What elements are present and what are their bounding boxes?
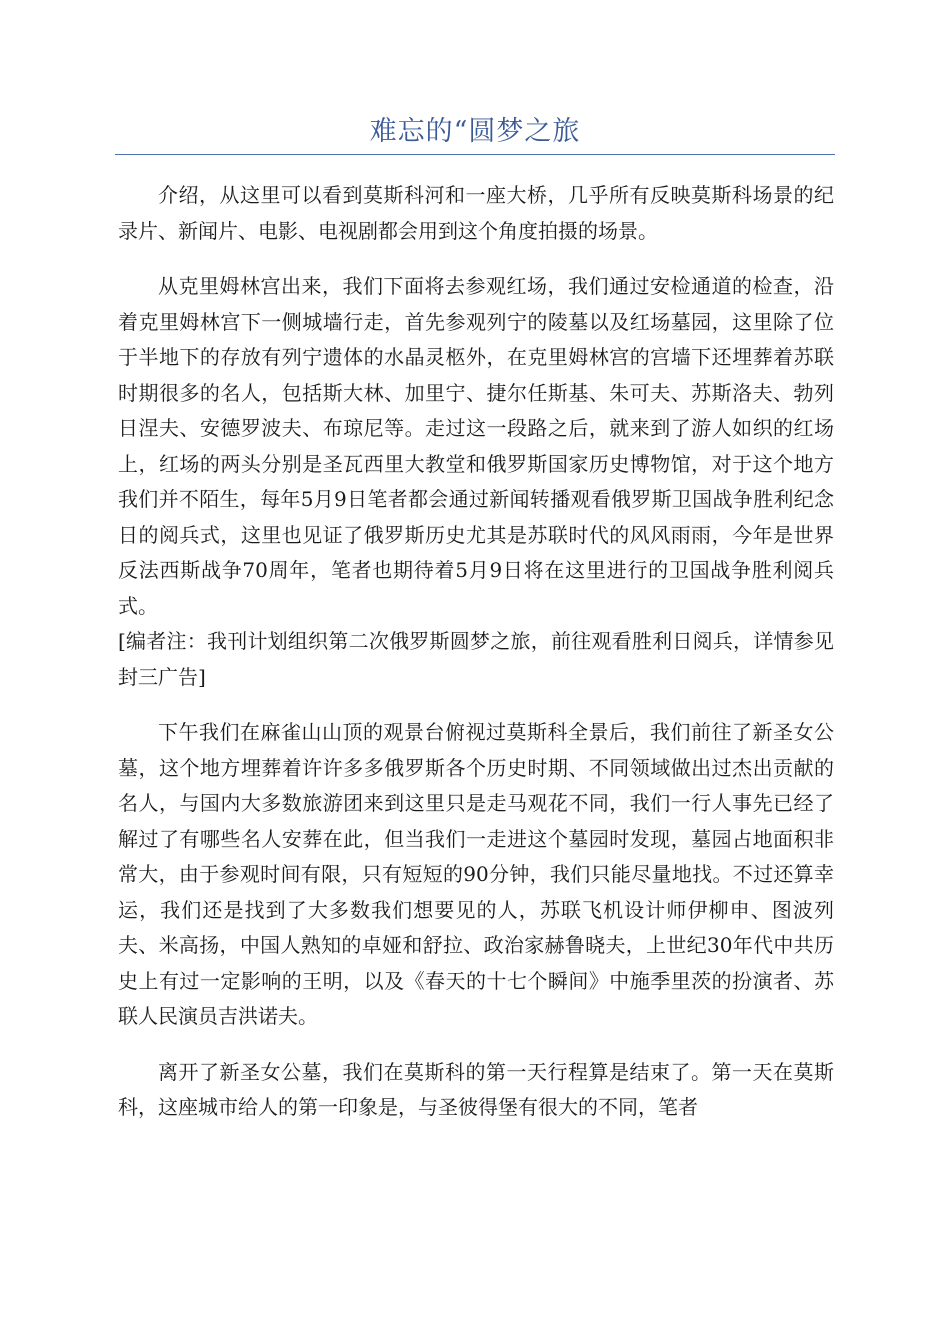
paragraph-3: 下午我们在麻雀山山顶的观景台俯视过莫斯科全景后，我们前往了新圣女公墓，这个地方埋葬着许许多多俄罗斯各个历史时期、不同领域做出过杰出贡献的名人，与国内大多数旅游团来到这里只是走马观花不同，我们一行人事先已经了解过了有哪些名人安葬在此，但当我们一走进这个墓园时发现，墓园占地面积非常大，由于参观时间有限，只有短短的90分钟，我们只能尽量地找。不过还算幸运，我们还是找到了大多数我们想要见的人，苏联飞机设计师伊柳申、图波列夫、米高扬，中国人熟知的卓娅和舒拉、政治家赫鲁晓夫，上世纪30年代中共历史上有过一定影响的王明，以及《春天的十七个瞬间》中施季里茨的扮演者、苏联人民演员吉洪诺夫。 xyxy=(118,720,834,1028)
article-body xyxy=(118,178,834,1146)
title-underline xyxy=(115,154,835,155)
paragraph-2-text: 从克里姆林宫出来，我们下面将去参观红场，我们通过安检通道的检查，沿着克里姆林宫下一侧城墙行走，首先参观列宁的陵墓以及红场墓园，这里除了位于半地下的存放有列宁遗体的水晶灵柩外，在克里姆林宫的宫墙下还埋葬着苏联时期很多的名人，包括斯大林、加里宁、捷尔任斯基、朱可夫、苏斯洛夫、勃列日涅夫、安德罗波夫、布琼尼等。走过这一段路之后，就来到了游人如织的红场上，红场的两头分别是圣瓦西里大教堂和俄罗斯国家历史博物馆，对于这个地方我们并不陌生，每年5月9日笔者都会通过新闻转播观看俄罗斯卫国战争胜利纪念日的阅兵式，这里也见证了俄罗斯历史尤其是苏联时代的风风雨雨，今年是世界反法西斯战争70周年，笔者也期待着5月9日将在这里进行的卫国战争胜利阅兵式。 xyxy=(118,274,834,618)
editor-note: [编者注：我刊计划组织第二次俄罗斯圆梦之旅，前往观看胜利日阅兵，详情参见封三广告] xyxy=(118,629,834,689)
paragraph-2 xyxy=(118,269,834,695)
page-title: 难忘的“圆梦之旅 xyxy=(369,116,581,147)
paragraph-4: 离开了新圣女公墓，我们在莫斯科的第一天行程算是结束了。第一天在莫斯科，这座城市给人的第一印象是，与圣彼得堡有很大的不同，笔者 xyxy=(118,1059,834,1119)
paragraph-1: 介绍，从这里可以看到莫斯科河和一座大桥，几乎所有反映莫斯科场景的纪录片、新闻片、电影、电视剧都会用到这个角度拍摄的场景。 xyxy=(118,183,834,243)
